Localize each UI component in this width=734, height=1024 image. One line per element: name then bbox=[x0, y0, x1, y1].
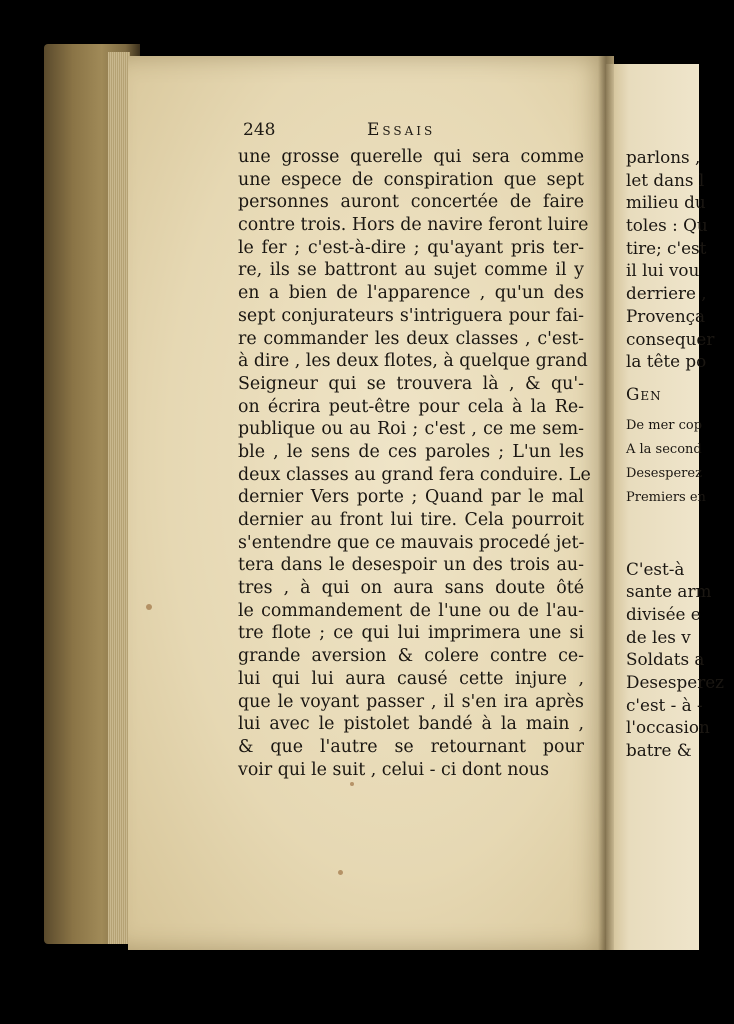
running-title: Essais bbox=[367, 120, 436, 140]
right-page-heading: Gen bbox=[626, 383, 662, 404]
text-line: Desesperez bbox=[626, 465, 702, 481]
text-line: deux classes au grand fera conduire. Le bbox=[238, 464, 591, 485]
text-line: tre flote ; ce qui lui imprimera une si bbox=[238, 623, 584, 644]
text-line: ble , le sens de ces paroles ; L'un les bbox=[238, 441, 584, 462]
text-line: la tête po bbox=[626, 351, 707, 372]
page-stack bbox=[108, 52, 130, 944]
text-line: une grosse querelle qui sera comme bbox=[238, 147, 584, 167]
text-line: lui qui lui aura causé cette injure , bbox=[238, 668, 584, 689]
text-line: sante arm bbox=[626, 581, 712, 602]
text-line: consequer bbox=[626, 328, 715, 349]
text-line: dernier au front lui tire. Cela pourroit bbox=[238, 510, 584, 530]
foxing-spot bbox=[338, 870, 343, 875]
text-line: le fer ; c'est-à-dire ; qu'ayant pris ter- bbox=[238, 237, 584, 258]
text-line: publique ou au Roi ; c'est , ce me sem- bbox=[238, 419, 584, 440]
text-line: re commander les deux classes , c'est- bbox=[238, 328, 584, 349]
foxing-spot bbox=[146, 604, 152, 610]
text-line: batre & bbox=[626, 740, 692, 761]
text-line: personnes auront concertée de faire bbox=[238, 192, 584, 213]
text-line: A la second bbox=[626, 441, 702, 457]
text-line: à dire , les deux flotes, à quelque grand bbox=[238, 351, 588, 372]
left-page-text bbox=[238, 146, 591, 781]
text-line: Premiers en bbox=[626, 489, 706, 505]
text-line: lui avec le pistolet bandé à la main , bbox=[238, 714, 584, 735]
text-line: l'occasion bbox=[626, 717, 710, 738]
text-line: Provença bbox=[626, 305, 706, 326]
text-line: De mer cop bbox=[626, 417, 703, 433]
text-line: il lui vou bbox=[626, 260, 700, 281]
text-line: Desesperez bbox=[626, 672, 725, 692]
text-line: voir qui le suit , celui - ci dont nous bbox=[238, 759, 549, 780]
text-line: c'est - à - bbox=[626, 694, 703, 715]
text-line: derriere , bbox=[626, 283, 707, 304]
foxing-spot bbox=[350, 782, 354, 786]
text-line: tres , à qui on aura sans doute ôté bbox=[238, 578, 584, 599]
text-line: tire; c'est bbox=[626, 237, 707, 258]
text-line: on écrira peut-être pour cela à la Re- bbox=[238, 396, 584, 417]
text-line: divisée e bbox=[626, 603, 701, 624]
page-header bbox=[243, 120, 583, 142]
text-line: Soldats a bbox=[626, 649, 705, 670]
text-line: contre trois. Hors de navire feront luire bbox=[238, 215, 589, 236]
text-line: parlons , bbox=[626, 147, 701, 167]
book-gutter bbox=[598, 56, 614, 950]
text-line: let dans l bbox=[626, 169, 705, 190]
text-line: C'est-à bbox=[626, 558, 685, 579]
text-line: & que l'autre se retournant pour bbox=[238, 736, 584, 757]
page-number: 248 bbox=[243, 120, 276, 140]
text-line: Seigneur qui se trouvera là , & qu'- bbox=[238, 373, 584, 394]
right-page-text bbox=[626, 146, 725, 762]
text-line: en a bien de l'apparence , qu'un des bbox=[238, 283, 584, 304]
text-line: le commandement de l'une ou de l'au- bbox=[238, 600, 584, 621]
text-line: une espece de conspiration que sept bbox=[238, 169, 584, 190]
text-line: que le voyant passer , il s'en ira après bbox=[238, 691, 584, 712]
text-line: s'entendre que ce mauvais procedé jet- bbox=[238, 532, 585, 553]
text-line: toles : Qu bbox=[626, 215, 708, 236]
text-line: re, ils se battront au sujet comme il y bbox=[238, 260, 584, 281]
text-line: milieu du bbox=[626, 192, 706, 213]
text-line: dernier Vers porte ; Quand par le mal bbox=[238, 487, 584, 508]
section-gap bbox=[626, 510, 706, 558]
text-line: grande aversion & colere contre ce- bbox=[238, 646, 584, 667]
text-line: sept conjurateurs s'intriguera pour fai- bbox=[238, 305, 584, 326]
text-line: de les v bbox=[626, 626, 691, 647]
text-line: tera dans le desespoir un des trois au- bbox=[238, 555, 584, 576]
